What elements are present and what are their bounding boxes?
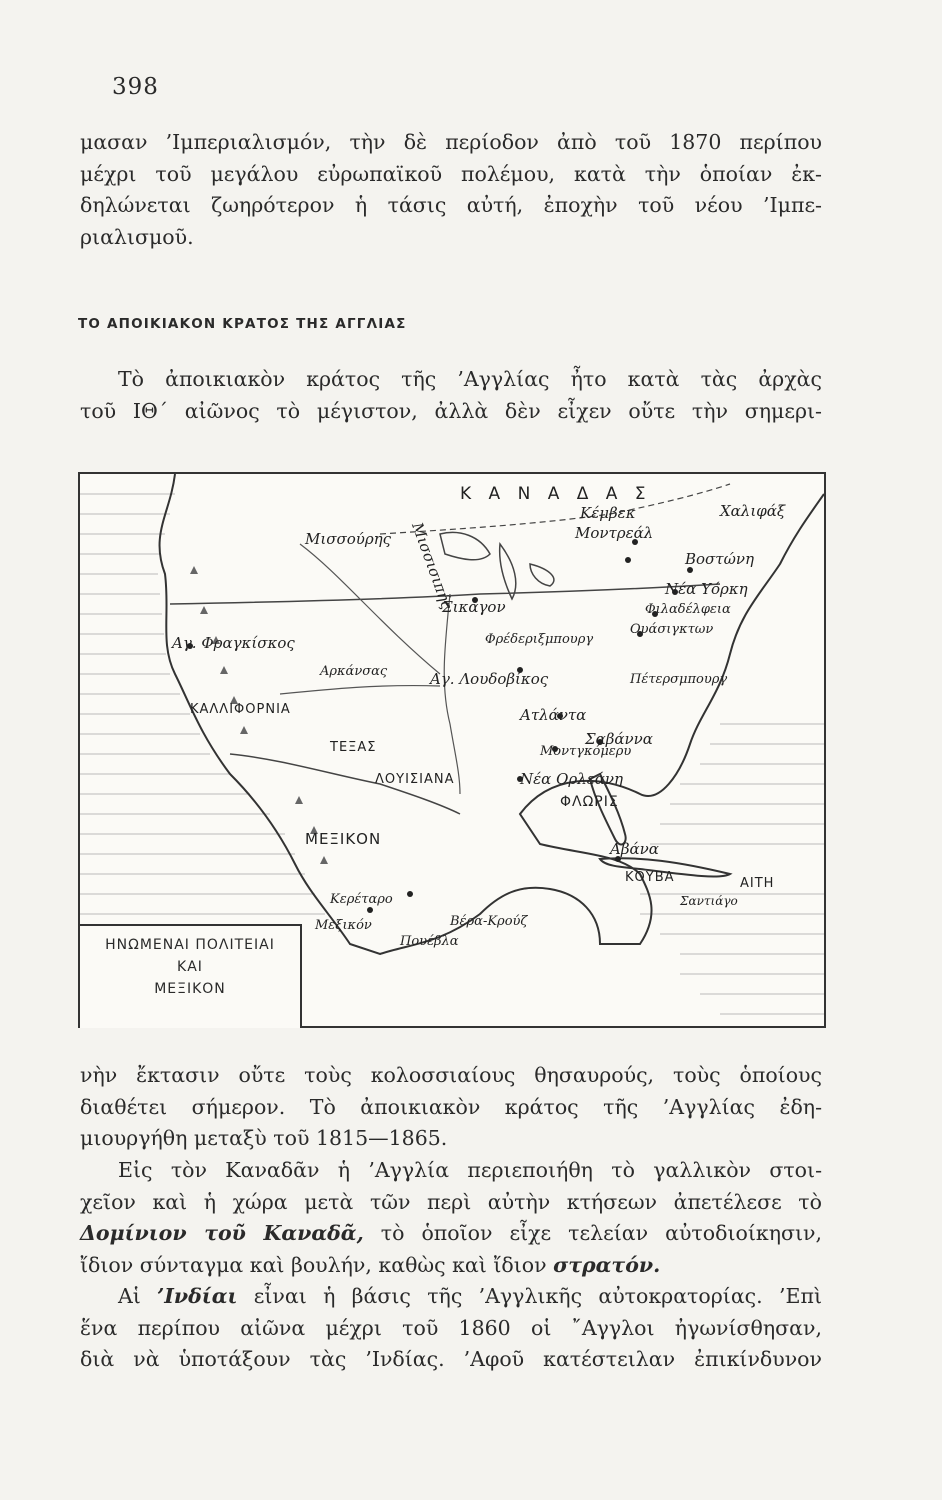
label-chicago: Σικάγον [442,598,506,616]
paragraph-2 [80,1060,822,1155]
label-missouri: Μισσούρης [305,530,392,548]
label-california: ΚΑΛΛΙΦΟΡΝΙΑ [190,702,291,717]
label-boston: Βοστώνη [685,550,754,568]
emphasis-india: ’Ινδίαι [157,1284,238,1308]
map-figure [78,472,826,1028]
label-fredericksburg: Φρέδεριξμπουργ [485,632,594,647]
legend-line-3: ΜΕΞΙΚΟΝ [154,981,226,997]
text-line [80,1281,822,1313]
label-havana: Αβάνα [610,840,659,858]
label-mississippi: Μισσισιπής [408,520,457,612]
label-texas: ΤΕΞΑΣ [330,740,377,755]
label-vera-cruz: Βέρα-Κρούζ [450,914,528,929]
text-line: ριαλισμοῦ. [80,224,194,249]
great-lakes [440,532,554,599]
emphasis-dominion: Δομίνιον τοῦ Καναδᾶ, [80,1221,364,1245]
text-line: Εἰς τὸν Καναδᾶν ἡ ’Αγγλία περιεποιήθη τὸ γαλλικὸν στοι- [118,1158,822,1182]
text-line: μασαν ’Ιμπεριαλισμόν, τὴν δὲ περίοδον ἀπὸ τοῦ 1870 περίπου [80,130,822,154]
page-number: 398 [112,74,159,100]
legend-line-1: ΗΝΩΜΕΝΑΙ ΠΟΛΙΤΕΙΑΙ [105,937,275,953]
text-line: νὴν ἔκτασιν οὔτε τοὺς κολοσσιαίους θησαυρούς, τοὺς ὁποίους [80,1063,822,1087]
text-fragment: ἴδιον σύνταγμα καὶ βουλήν, καθὼς καὶ ἴδιον [80,1252,547,1277]
paragraph-3 [80,1155,822,1281]
text-line: Τὸ ἀποικιακὸν κράτος τῆς ’Αγγλίας ἦτο κατὰ τὰς ἀρχὰς [118,367,822,391]
text-line: διαθέτει σήμερον. Τὸ ἀποικιακὸν κράτος τῆς ’Αγγλίας ἐδη- [80,1094,822,1119]
label-puebla: Πουέβλα [400,934,459,949]
text-fragment: τὸ ὁποῖον εἶχε τελείαν αὐτοδιοίκησιν, [380,1221,822,1245]
label-mexico: ΜΕΞΙΚΟΝ [305,830,382,848]
label-montreal: Μοντρεάλ [575,524,654,542]
label-san-francisco: Αγ. Φραγκίσκος [172,634,295,652]
label-florida: ΦΛΩΡΙΣ [560,794,619,810]
text-line: μέχρι τοῦ μεγάλου εὐρωπαϊκοῦ πολέμου, κατὰ τὴν ὁποίαν ἐκ- [80,161,822,186]
intro-paragraph [80,127,822,253]
label-arkansas: Αρκάνσας [320,664,388,679]
label-philadelphia: Φιλαδέλφεια [645,602,731,617]
text-line: ἕνα περίπου αἰῶνα μέχρι τοῦ 1860 οἱ ῎Αγγλοι ἠγωνίσθησαν, [80,1315,822,1340]
label-haiti: ΑΙΤΗ [740,876,775,891]
label-halifax: Χαλιφάξ [720,502,786,520]
paragraph-1 [80,364,822,427]
label-savannah: Σαβάννα [585,730,653,748]
label-new-york: Νέα Υόρκη [665,580,748,598]
legend-line-2: ΚΑΙ [177,959,203,975]
label-santiago: Σαντιάγο [680,894,738,908]
text-line [80,1250,822,1282]
arkansas-river [280,686,440,694]
missouri-river [300,544,440,674]
label-montgomery: Μοντγκόμερυ [540,744,632,759]
label-petersburg: Πέτερσμπουργ [630,672,728,687]
label-cuba: ΚΟΥΒΑ [625,870,675,885]
paragraph-4 [80,1281,822,1376]
mississippi-river [444,594,460,794]
label-queretaro: Κερέταρο [330,892,393,907]
map-legend [80,924,302,1028]
text-line: τοῦ ΙΘ΄ αἰῶνος τὸ μέγιστον, ἀλλὰ δὲν εἶχεν οὔτε τὴν σημερι- [80,398,822,423]
text-line [80,1218,822,1250]
label-kemveq: Κέμβεκ [580,504,636,522]
label-new-orleans: Νέα Ορλεάνη [520,770,623,788]
text-line: χεῖον καὶ ἡ χώρα μετὰ τῶν περὶ αὐτὴν κτήσεων ἀπετέλεσε τὸ [80,1189,822,1214]
label-st-louis: Αγ. Λουδοβίκος [430,670,549,688]
label-mexico-city: Μεξικόν [315,918,372,933]
text-fragment: Αἱ [118,1284,141,1308]
emphasis-army: στρατόν. [553,1252,661,1277]
label-kanadas: Κ Α Ν Α Δ Α Σ [460,484,652,504]
text-line: διὰ νὰ ὑποτάξουν τὰς ’Ινδίας. ’Αφοῦ κατέστειλαν ἐπικίνδυνον [80,1347,822,1371]
text-line: δηλώνεται ζωηρότερον ἡ τάσις αὐτή, ἐποχὴν τοῦ νέου ’Ιμπε- [80,193,822,217]
label-washington: Ουάσιγκτων [630,622,714,637]
text-line: μιουργήθη μεταξὺ τοῦ 1815—1865. [80,1126,448,1150]
section-heading: ΤΟ ΑΠΟΙΚΙΑΚΟΝ ΚΡΑΤΟΣ ΤΗΣ ΑΓΓΛΙΑΣ [78,316,407,332]
label-atlanta: Ατλάντα [520,706,587,724]
text-fragment: εἶναι ἡ βάσις τῆς ’Αγγλικῆς αὐτοκρατορίας. ’Επὶ [253,1284,822,1308]
label-louisiana: ΛΟΥΙΣΙΑΝΑ [375,772,455,787]
